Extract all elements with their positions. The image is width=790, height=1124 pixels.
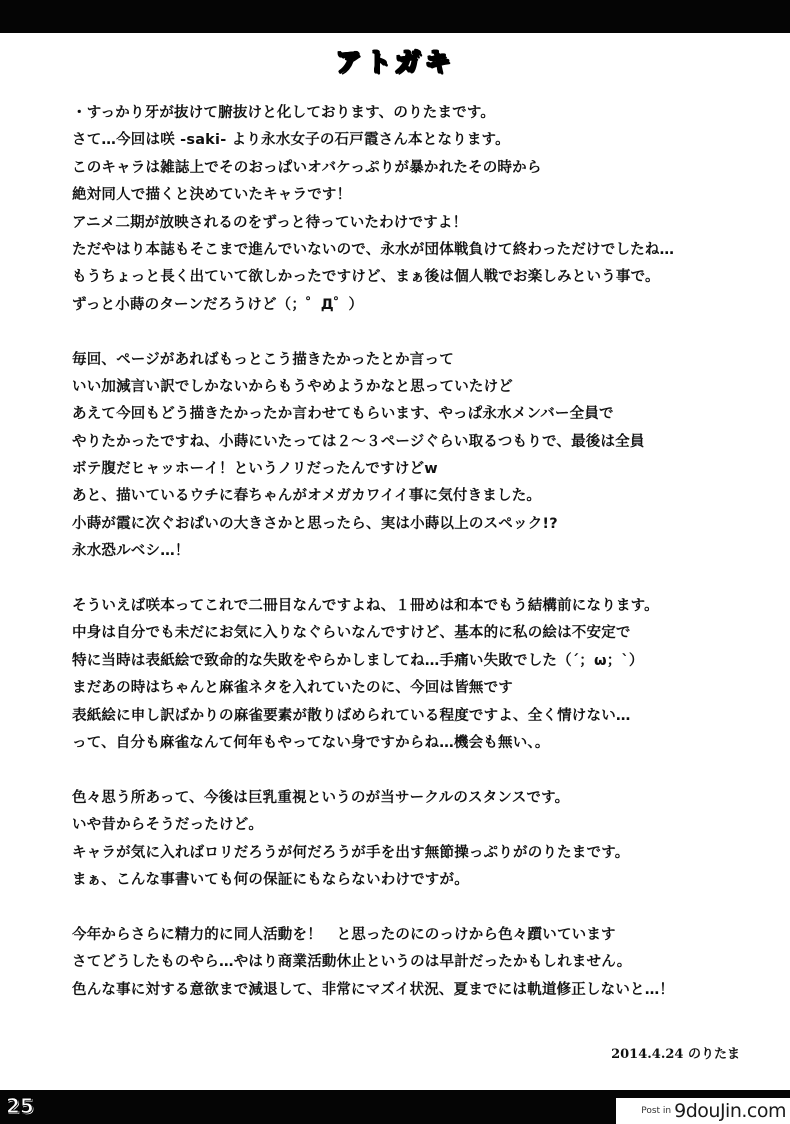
title-container [0,42,790,79]
text-line: って、自分も麻雀なんて何年もやってない身ですからね…機会も無い、。 [72,734,550,751]
text-line: 毎回、ページがあればもっとこう描きたかったとか言って [72,351,454,368]
text-line: ずっと小蒔のターンだろうけど（；゜Д゜） [72,296,364,313]
text-line: あと、描いているウチに春ちゃんがオメガカワイイ事に気付きました。 [72,488,542,505]
text-line: このキャラは雑誌上でそのおっぱいオバケっぷりが暴かれたその時から [72,159,542,176]
text-line: ただやはり本誌もそこまで進んでいないので、永水が団体戦負けて終わっただけでしたね… [72,241,675,258]
paragraph [72,922,752,1004]
text-line: 今年からさらに精力的に同人活動を！ と思ったのにのっけから色々躓いています [72,926,616,943]
text-line: 中身は自分でも未だにお気に入りなぐらいなんですけど、基本的に私の絵は不安定で [72,625,631,642]
paragraph [72,593,752,757]
page-number: 25 [6,1094,34,1118]
paragraph-gap [72,894,752,921]
text-line: ボテ腹だヒャッホーイ！というノリだったんですけどw [72,461,438,478]
paragraph-gap [72,319,752,346]
paragraph [72,785,752,895]
text-line: さてどうしたものやら…やはり商業活動休止というのは早計だったかもしれません。 [72,954,632,971]
text-line: ・すっかり牙が抜けて腑抜けと化しております、のりたまです。 [72,105,496,121]
text-line: 色々思う所あって、今後は巨乳重視というのが当サークルのスタンスです。 [72,789,570,806]
paragraph-gap [72,566,752,593]
text-line: 色んな事に対する意欲まで減退して、非常にマズイ状況、夏までには軌道修正しないと…！ [72,981,675,998]
text-line: まだあの時はちゃんと麻雀ネタを入れていたのに、今回は皆無です [72,680,513,697]
afterword-body [72,100,752,1004]
text-line: そういえば咲本ってこれで二冊目なんですよね、１冊めは和本でもう結構前になります。 [72,598,659,615]
text-line: いい加減言い訳でしかないからもうやめようかなと思っていたけど [72,378,513,395]
watermark [616,1098,790,1124]
text-line: やりたかったですね、小蒔にいたっては２～３ページぐらい取るつもりで、最後は全員 [72,433,645,450]
text-line: 絶対同人で描くと決めていたキャラです！ [72,187,352,204]
top-black-bar [0,0,790,33]
text-line: まぁ、こんな事書いても何の保証にもならないわけですが。 [72,871,469,888]
text-line: 永水恐ルベシ…！ [72,543,190,560]
text-line: 表紙絵に申し訳ばかりの麻雀要素が散りばめられている程度ですよ、全く情けない… [72,707,631,724]
text-line: キャラが気に入ればロリだろうが何だろうが手を出す無節操っぷりがのりたまです。 [72,844,630,861]
paragraph [72,100,752,319]
text-line: いや昔からそうだったけど。 [72,817,264,834]
text-line: さて…今回は咲 -saki- より永水女子の石戸霞さん本となります。 [72,132,510,149]
text-line: もうちょっと長く出ていて欲しかったですけど、まぁ後は個人戦でお楽しみという事で。 [72,269,660,286]
watermark-prefix: Post in [641,1106,672,1116]
paragraph-gap [72,757,752,784]
text-line: 特に当時は表紙絵で致命的な失敗をやらかしましてね…手痛い失敗でした（´；ω；`） [72,652,644,669]
date-signature: 2014.4.24 のりたま [611,1047,740,1062]
page-title: アトガキ [335,48,455,78]
watermark-brand: 9douJin.com [674,1100,786,1122]
paragraph [72,347,752,566]
text-line: 小蒔が霞に次ぐおぱいの大きさかと思ったら、実は小蒔以上のスペック!? [72,515,558,532]
text-line: あえて今回もどう描きたかったか言わせてもらいます、やっぱ永水メンバー全員で [72,406,614,423]
text-line: アニメ二期が放映されるのをずっと待っていたわけですよ！ [72,214,468,231]
